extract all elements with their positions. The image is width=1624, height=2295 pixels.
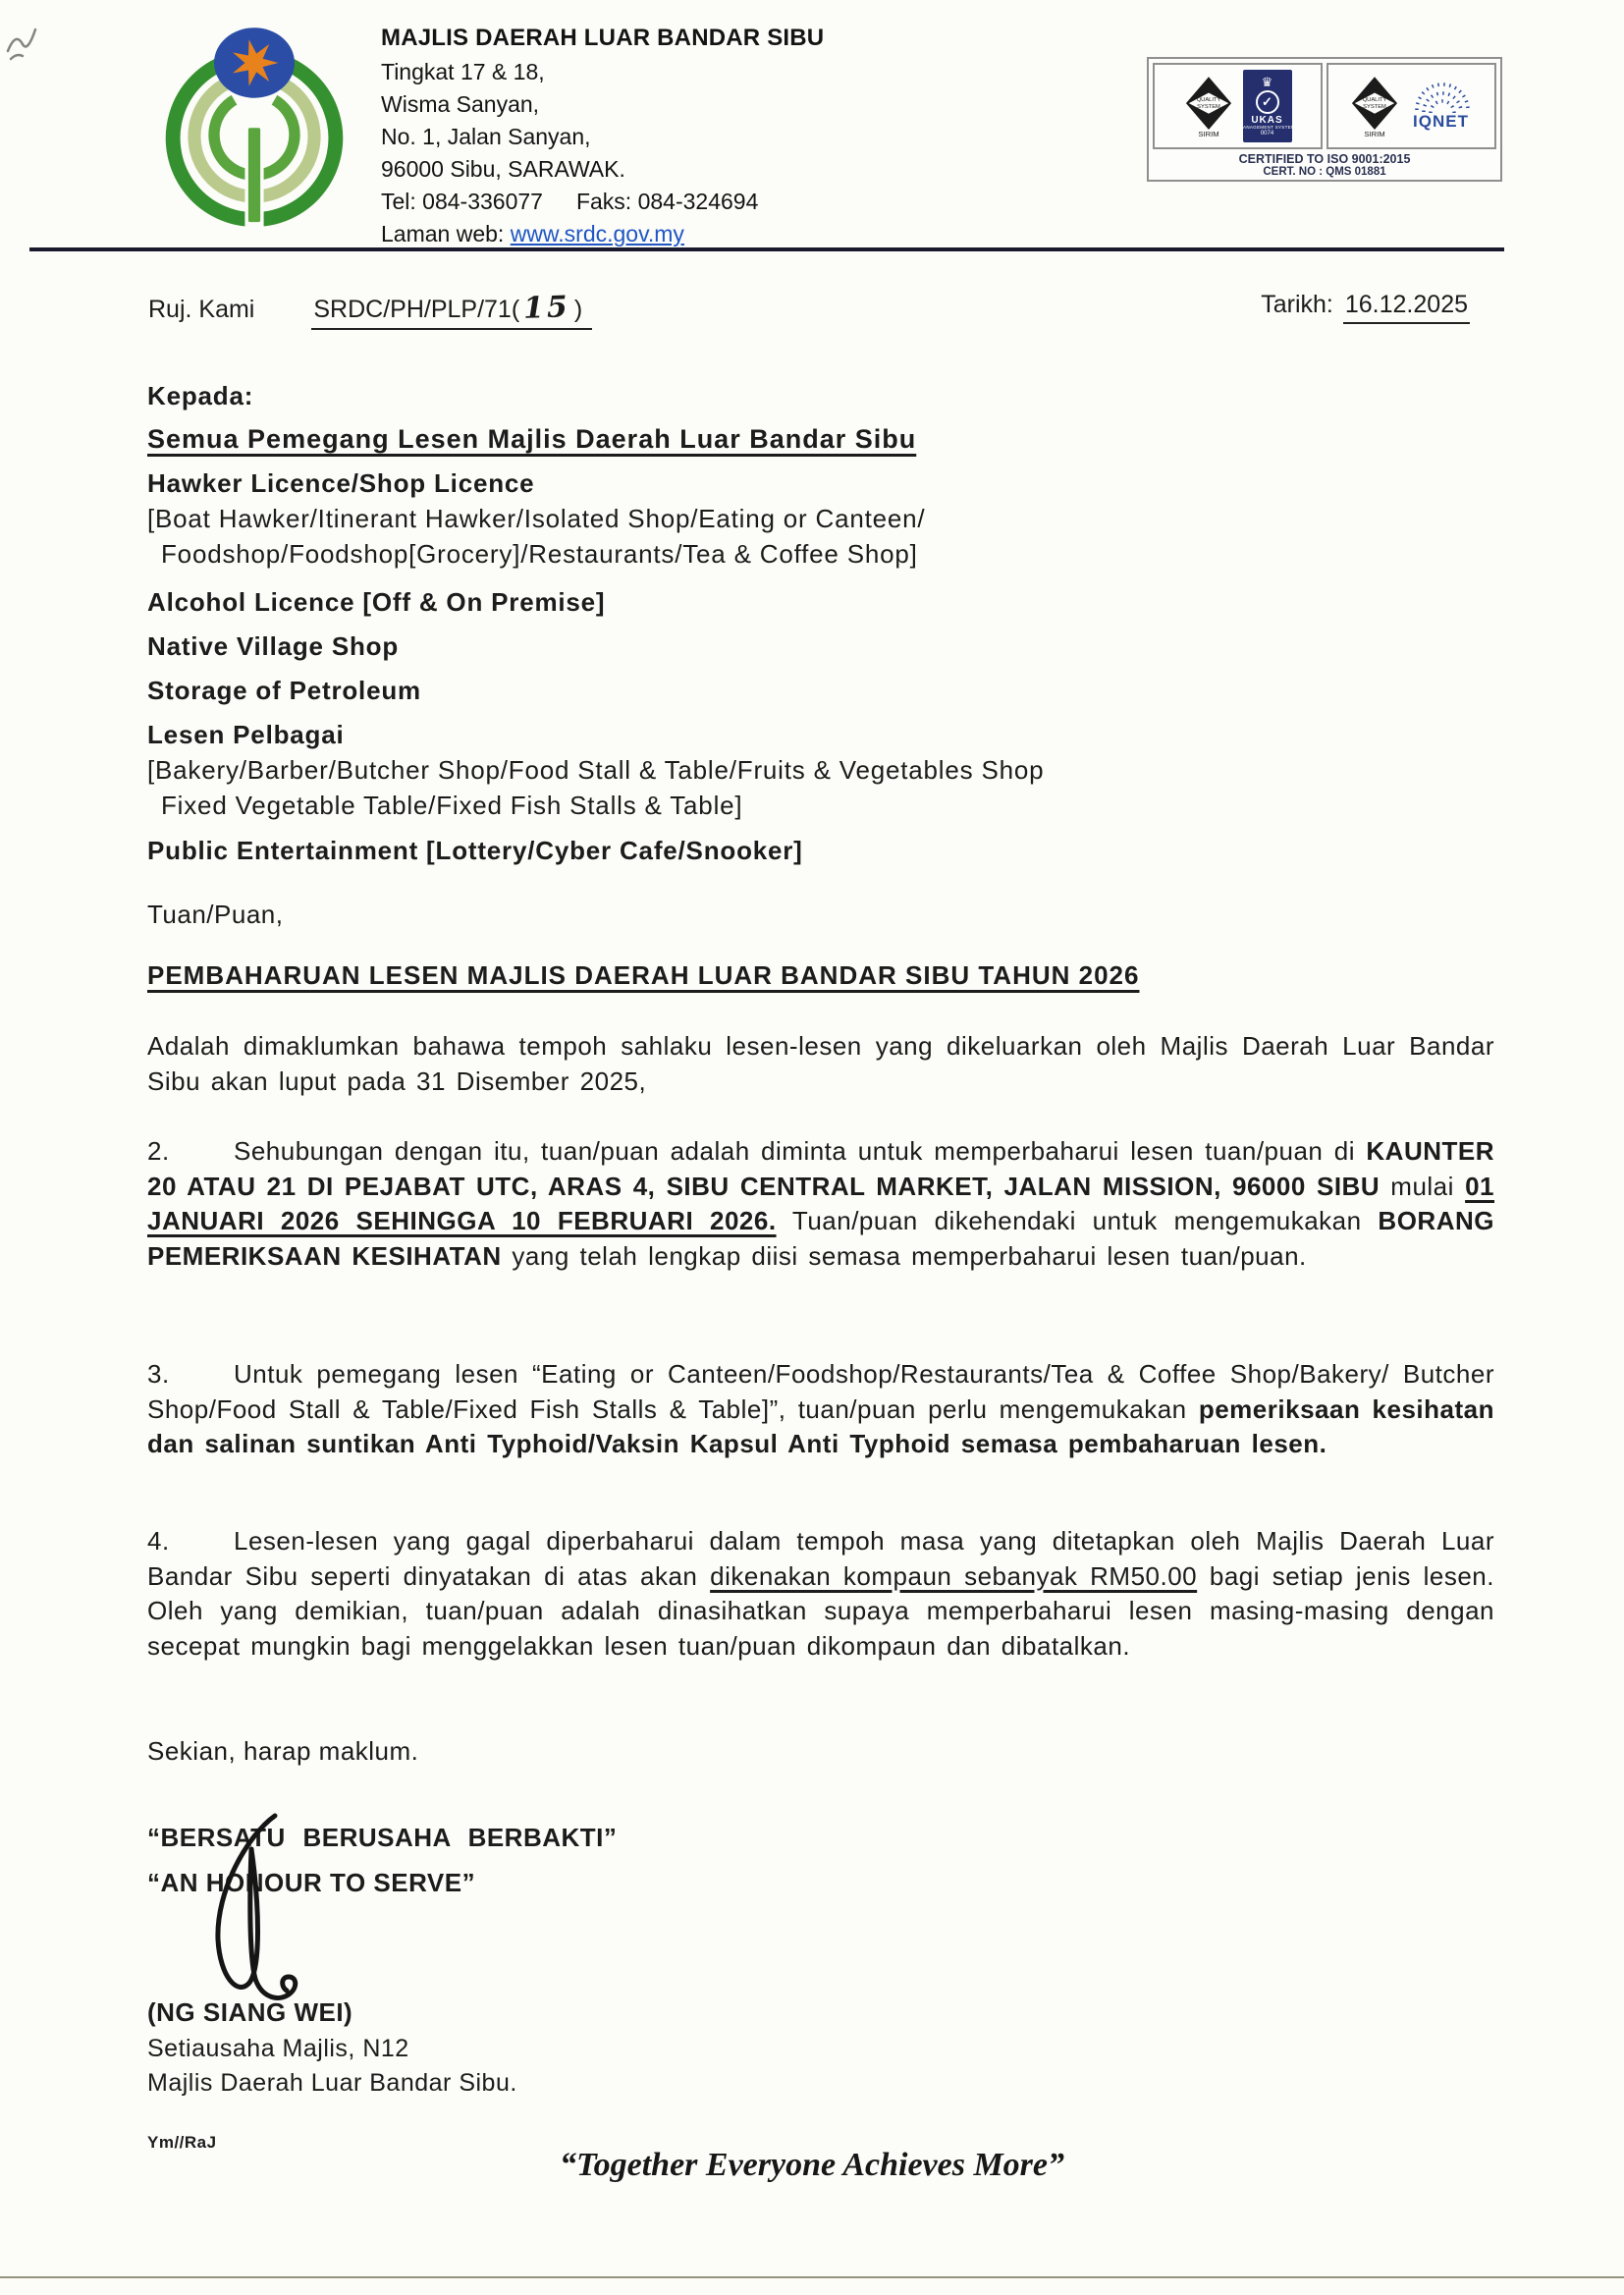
svg-text:QUALITY: QUALITY — [1362, 97, 1386, 104]
recipient-block — [147, 378, 1494, 868]
crown-icon: ♛ — [1261, 74, 1273, 89]
sirim-ukas-badge — [1153, 63, 1323, 149]
address-line: Wisma Sanyan, — [381, 91, 540, 117]
paragraph-number: 2. — [147, 1136, 170, 1166]
paragraph-1: Adalah dimaklumkan bahawa tempoh sahlaku lesen-lesen yang dikeluarkan oleh Majlis Daerah Luar Bandar Sibu akan luput pada 31 Disember 2025, — [147, 1031, 1494, 1096]
address-line: No. 1, Jalan Sanyan, — [381, 124, 591, 149]
date-label: Tarikh: — [1261, 291, 1333, 318]
paragraph-2: 2. Sehubungan dengan itu, tuan/puan adalah diminta untuk memperbaharui lesen tuan/puan di KAUNTER 20 ATAU 21 DI PEJABAT UTC, ARAS 4, SIBU CENTRAL MARKET, JALAN MISSION, 96000 SIBU mulai 01 JANUARI 2026 SEHINGGA 10 FEBRUARI 2026. Tuan/puan dikehendaki untuk mengemukakan BORANG PEMERIKSAAN KESIHATAN yang telah lengkap diisi semasa memperbaharui lesen tuan/puan. — [147, 1136, 1495, 1271]
scan-bottom-edge — [0, 2276, 1624, 2278]
signatory-org: Majlis Daerah Luar Bandar Sibu. — [147, 2069, 517, 2097]
ref-number: SRDC/PH/PLP/71( 15 ) — [311, 291, 592, 330]
letter-date — [1261, 291, 1470, 330]
website-label: Laman web: — [381, 221, 505, 246]
addressee-line: Semua Pemegang Lesen Majlis Daerah Luar Bandar Sibu — [147, 424, 917, 454]
motto-block — [147, 1818, 1494, 1902]
council-logo — [147, 16, 361, 244]
motto-malay: “BERSATU BERUSAHA BERBAKTI” — [147, 1823, 618, 1852]
svg-text:SYSTEM: SYSTEM — [1196, 103, 1220, 110]
fax-number: Faks: 084-324694 — [575, 189, 759, 214]
salutation: Tuan/Puan, — [147, 900, 284, 929]
paragraph-number: 3. — [147, 1359, 170, 1389]
sirim-iqnet-badge — [1326, 63, 1496, 149]
signatory-name: (NG SIANG WEI) — [147, 1997, 353, 2027]
certification-text: CERTIFIED TO ISO 9001:2015 CERT. NO : QMS 01881 — [1238, 152, 1411, 178]
iqnet-logo: IQNET — [1409, 81, 1474, 132]
licence-detail: Fixed Vegetable Table/Fixed Fish Stalls & Table] — [161, 791, 743, 820]
licence-category: Storage of Petroleum — [147, 676, 421, 705]
licence-category: Public Entertainment [Lottery/Cyber Cafe/Snooker] — [147, 836, 803, 865]
paragraph-3: 3. Untuk pemegang lesen “Eating or Canteen/Foodshop/Restaurants/Tea & Coffee Shop/Bakery/ Butcher Shop/Food Stall & Table/Fixed Fish Stalls & Table]”, tuan/puan perlu mengemukakan pemeriksaan kesihatan dan salinan suntikan Anti Typhoid/Vaksin Kapsul Anti Typhoid semasa pembaharuan lesen. — [147, 1359, 1494, 1458]
our-reference — [148, 291, 592, 330]
svg-text:SIRIM: SIRIM — [1363, 129, 1385, 138]
licence-category: Native Village Shop — [147, 631, 400, 661]
licence-detail: [Boat Hawker/Itinerant Hawker/Isolated Shop/Eating or Canteen/ — [147, 504, 926, 533]
checkmark-icon: ✓ — [1256, 90, 1279, 114]
licence-detail: Foodshop/Foodshop[Grocery]/Restaurants/Tea & Coffee Shop] — [161, 539, 918, 569]
tel-fax-line — [381, 186, 824, 218]
licence-detail: [Bakery/Barber/Butcher Shop/Food Stall & Table/Fruits & Vegetables Shop — [147, 755, 1045, 785]
letterhead — [147, 16, 824, 250]
handwritten-signature — [208, 1810, 326, 2006]
sirim-quality-diamond-icon — [1350, 74, 1399, 138]
paragraph-number: 4. — [147, 1526, 170, 1556]
pen-scribble-mark — [5, 20, 48, 67]
paragraph-4: 4. Lesen-lesen yang gagal diperbaharui dalam tempoh masa yang ditetapkan oleh Majlis Daerah Luar Bandar Sibu seperti dinyatakan di atas akan dikenakan kompaun sebanyak RM50.00 bagi setiap jenis lesen. Oleh yang demikian, tuan/puan adalah dinasihatkan supaya memperbaharui lesen masing-masing dengan secepat mungkin bagi menggelakkan lesen tuan/puan dikompaun dan dibatalkan. — [147, 1526, 1494, 1661]
ref-label: Ruj. Kami — [148, 296, 255, 323]
closing-line: Sekian, harap maklum. — [147, 1736, 419, 1766]
motto-english: “AN HONOUR TO SERVE” — [147, 1868, 476, 1897]
website-line — [381, 218, 824, 250]
header-divider — [29, 247, 1504, 251]
sirim-quality-diamond-icon — [1184, 74, 1233, 138]
licence-category: Lesen Pelbagai — [147, 720, 345, 749]
svg-text:SYSTEM: SYSTEM — [1362, 103, 1386, 110]
date-value: 16.12.2025 — [1343, 291, 1470, 324]
signatory-block — [147, 1994, 1494, 2101]
reference-row — [148, 291, 1470, 330]
website-link[interactable]: www.srdc.gov.my — [510, 221, 684, 246]
svg-text:QUALITY: QUALITY — [1196, 97, 1220, 104]
tel-number: Tel: 084-336077 — [381, 189, 543, 214]
footer-motto: “Together Everyone Achieves More” — [559, 2147, 1065, 2183]
org-address-block — [381, 16, 824, 250]
typist-initials: Ym//RaJ — [147, 2133, 217, 2152]
licence-category: Alcohol Licence [Off & On Premise] — [147, 587, 606, 617]
kepada-label: Kepada: — [147, 381, 254, 410]
licence-category: Hawker Licence/Shop Licence — [147, 468, 535, 498]
org-name: MAJLIS DAERAH LUAR BANDAR SIBU — [381, 25, 825, 51]
address-line: Tingkat 17 & 18, — [381, 59, 545, 84]
subject-line: PEMBAHARUAN LESEN MAJLIS DAERAH LUAR BANDAR SIBU TAHUN 2026 — [147, 960, 1140, 990]
iqnet-arcs-icon — [1409, 81, 1474, 116]
svg-text:SIRIM: SIRIM — [1197, 129, 1219, 138]
handwritten-number: 15 — [522, 290, 571, 326]
signatory-title: Setiausaha Majlis, N12 — [147, 2035, 409, 2062]
ukas-badge-icon: ♛ ✓ UKAS MANAGEMENT SYSTEM 0074 — [1243, 70, 1292, 142]
address-line: 96000 Sibu, SARAWAK. — [381, 156, 625, 182]
iso-certification-badges — [1147, 57, 1502, 182]
